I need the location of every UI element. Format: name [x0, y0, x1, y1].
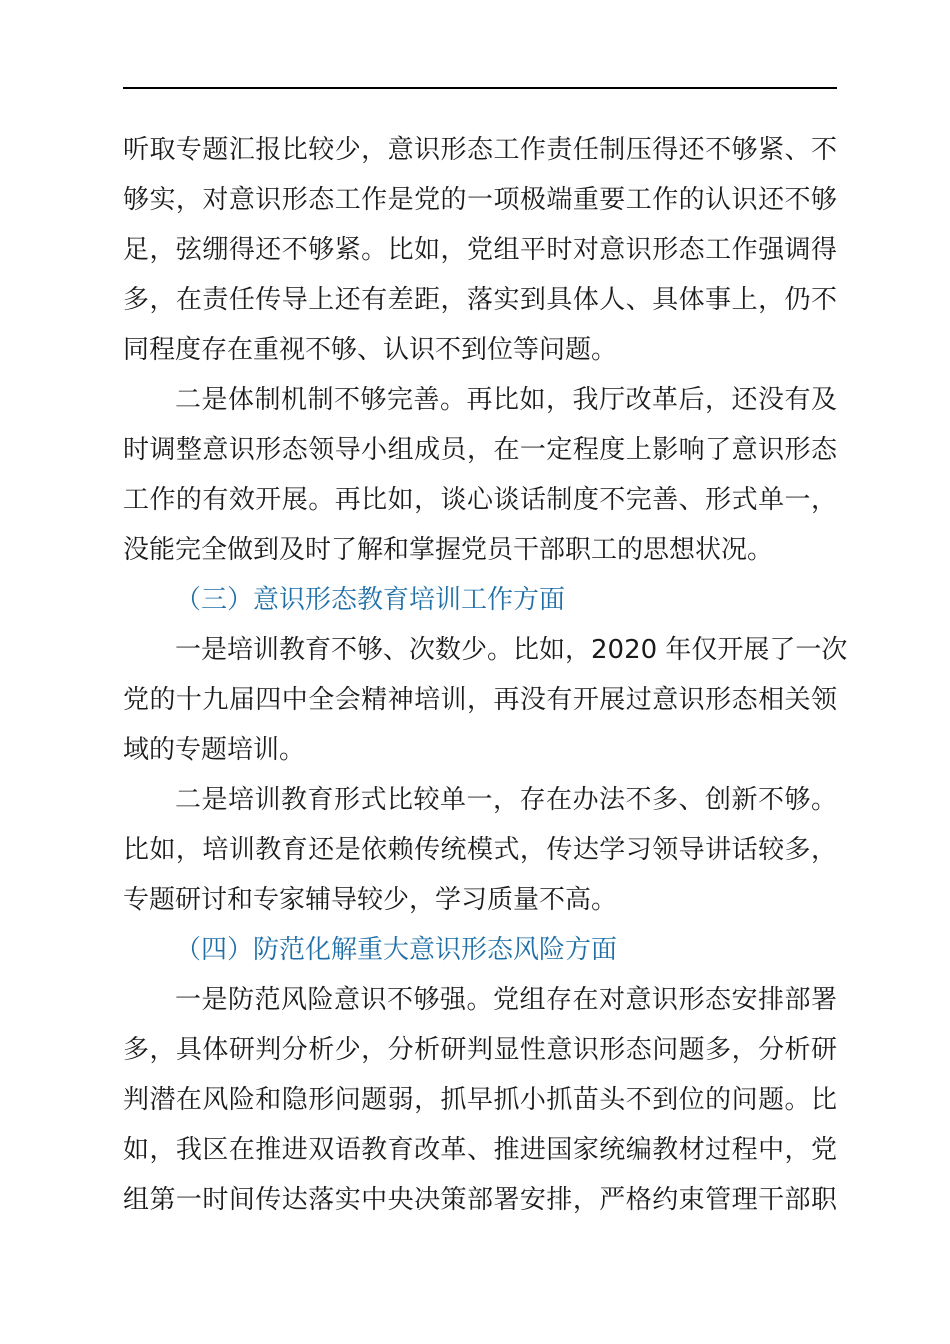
section-heading-4: （四）防范化解重大意识形态风险方面: [175, 935, 618, 965]
paragraph-first-line: 一是培训教育不够、次数少。比如，2020 年仅开展了一次: [175, 635, 848, 665]
text-line: 多，具体研判分析少，分析研判显性意识形态问题多，分析研: [123, 1035, 837, 1065]
text-line: 同程度存在重视不够、认识不到位等问题。: [123, 335, 618, 365]
text-line: 如，我区在推进双语教育改革、推进国家统编教材过程中，党: [123, 1135, 837, 1165]
document-body: [123, 125, 848, 1225]
text-line: 没能完全做到及时了解和掌握党员干部职工的思想状况。: [123, 535, 774, 565]
paragraph-first-line: 二是体制机制不够完善。再比如，我厅改革后，还没有及: [175, 385, 837, 415]
paragraph-first-line: 一是防范风险意识不够强。党组存在对意识形态安排部署: [175, 985, 837, 1015]
text-line: 足，弦绷得还不够紧。比如，党组平时对意识形态工作强调得: [123, 235, 837, 265]
text-line: 域的专题培训。: [123, 735, 306, 765]
text-line: 比如，培训教育还是依赖传统模式，传达学习领导讲话较多，: [123, 835, 837, 865]
header-rule: [123, 87, 837, 89]
text-line: 时调整意识形态领导小组成员，在一定程度上影响了意识形态: [123, 435, 837, 465]
text-line: 够实，对意识形态工作是党的一项极端重要工作的认识还不够: [123, 185, 837, 215]
paragraph-first-line: 二是培训教育形式比较单一，存在办法不多、创新不够。: [175, 785, 837, 815]
text-line: 专题研讨和专家辅导较少，学习质量不高。: [123, 885, 618, 915]
text-line: 组第一时间传达落实中央决策部署安排，严格约束管理干部职: [123, 1185, 837, 1215]
section-heading-3: （三）意识形态教育培训工作方面: [175, 585, 566, 615]
text-line: 党的十九届四中全会精神培训，再没有开展过意识形态相关领: [123, 685, 837, 715]
text-line: 判潜在风险和隐形问题弱，抓早抓小抓苗头不到位的问题。比: [123, 1085, 837, 1115]
text-line: 多，在责任传导上还有差距，落实到具体人、具体事上，仍不: [123, 285, 837, 315]
text-line: 工作的有效开展。再比如，谈心谈话制度不完善、形式单一，: [123, 485, 837, 515]
text-line: 听取专题汇报比较少，意识形态工作责任制压得还不够紧、不: [123, 135, 837, 165]
